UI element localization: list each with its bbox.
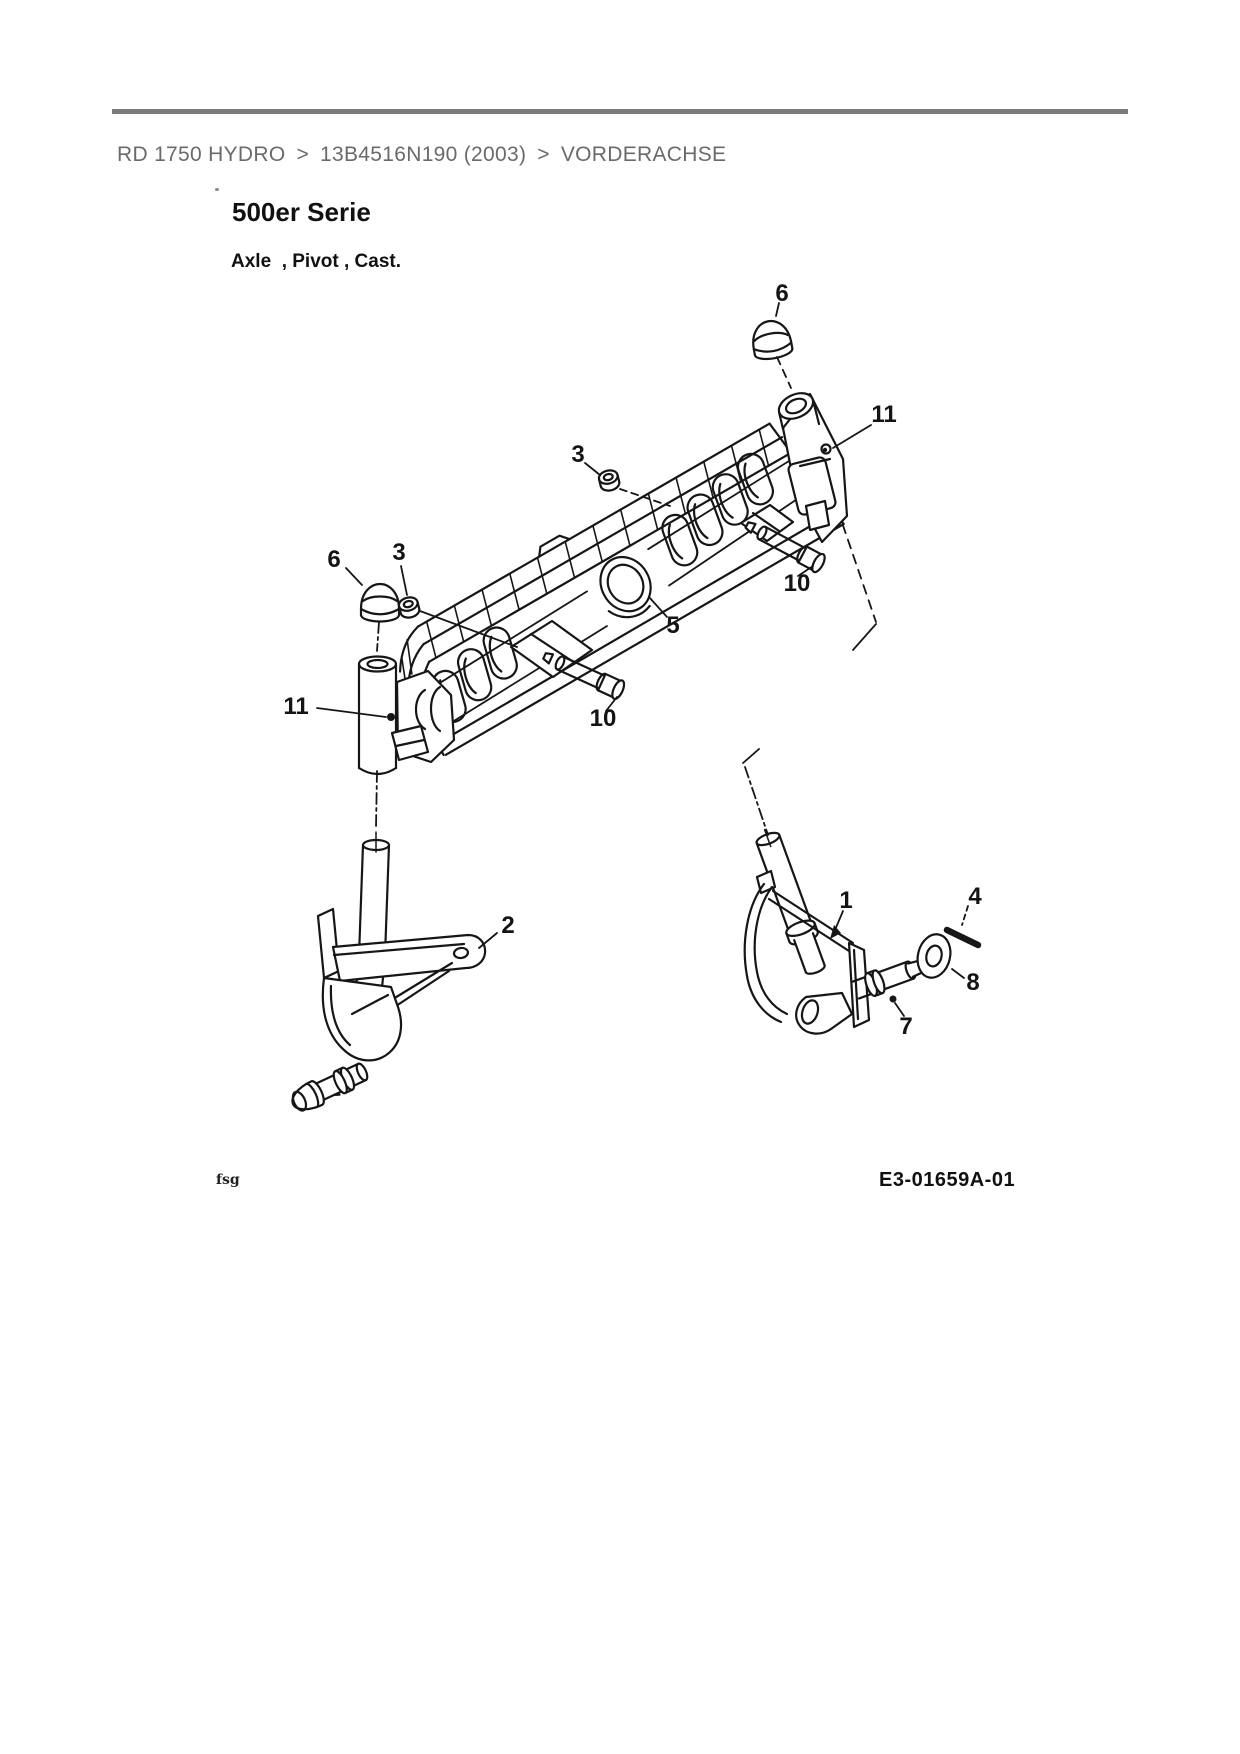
flange-nut-top — [597, 468, 620, 492]
breadcrumb-separator: > — [537, 143, 550, 166]
callout-11-right: 11 — [871, 401, 897, 428]
bearing-cap-right — [750, 318, 794, 362]
callout-2-spindle-left: 2 — [501, 912, 515, 939]
callout-5-beam: 5 — [666, 612, 680, 639]
stub-axle-left — [288, 1059, 371, 1116]
bearing-cap-left — [361, 584, 399, 622]
callout-8-washer: 8 — [966, 969, 980, 996]
series-title: 500er Serie — [232, 197, 371, 227]
center-pivot-boss — [587, 548, 663, 627]
breadcrumb-section[interactable]: VORDERACHSE — [560, 143, 727, 166]
part-title: Axle , Pivot , Cast. — [231, 251, 401, 272]
callout-3-left: 3 — [392, 539, 406, 566]
callout-10-bottom: 10 — [589, 705, 617, 732]
spindle-assembly-left — [288, 832, 485, 1116]
bolt-hole-left — [387, 713, 395, 721]
callout-6-cap-right: 6 — [775, 280, 789, 307]
breadcrumb-model[interactable]: RD 1750 HYDRO — [117, 143, 286, 166]
flange-bushing-left — [397, 595, 420, 619]
callout-3-top: 3 — [571, 441, 585, 468]
breadcrumb-separator: > — [296, 143, 310, 166]
breadcrumb-serial[interactable]: 13B4516N190 (2003) — [320, 143, 527, 166]
callout-10-right: 10 — [783, 570, 811, 597]
callout-4-pin: 4 — [968, 883, 982, 910]
axle-left-clevis — [387, 671, 454, 762]
drawing-number: E3-01659A-01 — [879, 1169, 1016, 1191]
callout-6-cap-left: 6 — [327, 546, 341, 573]
cotter-pin — [947, 930, 978, 945]
callout-11-left: 11 — [283, 693, 309, 720]
footer-initials: fsg — [216, 1172, 240, 1188]
callout-7-stub: 7 — [899, 1013, 913, 1040]
callout-1-spindle-right: 1 — [839, 887, 853, 914]
